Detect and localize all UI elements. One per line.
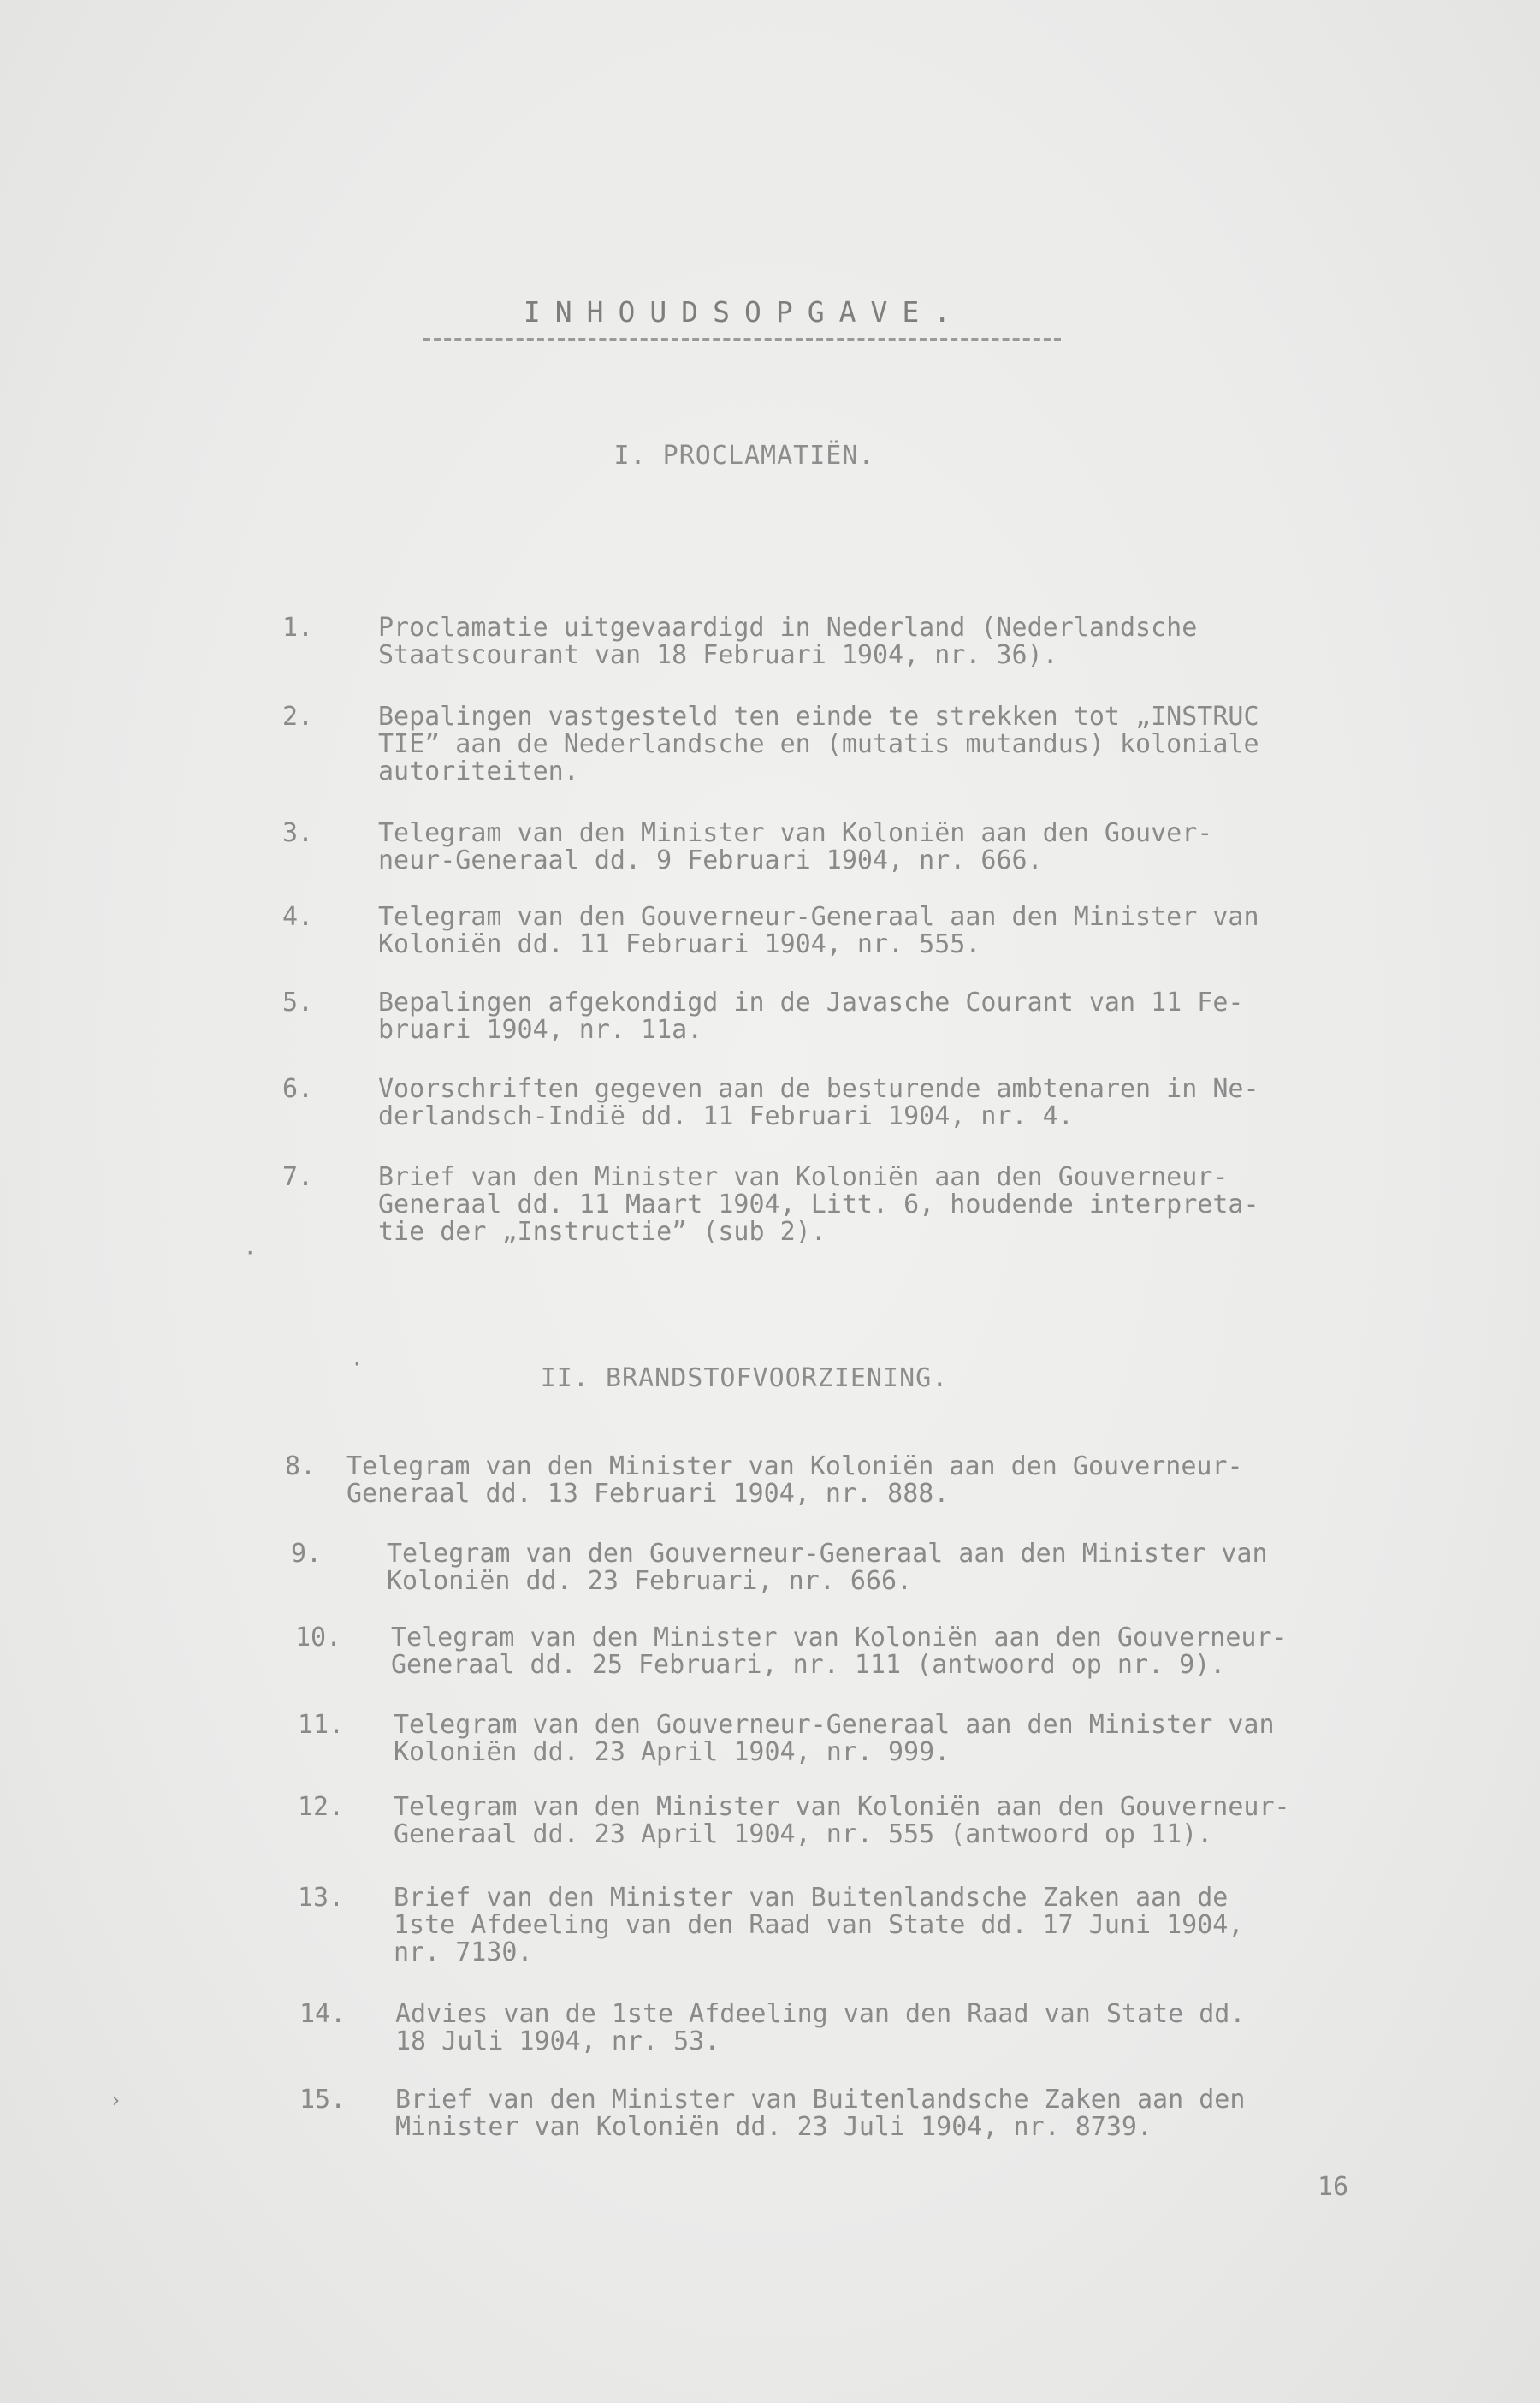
stray-mark: · — [351, 1352, 364, 1376]
item-number: 2. — [282, 702, 314, 732]
item-text: Brief van den Minister van Buitenlandsche Zaken aan den Minister van Koloniën dd. 23 Juli 1904, nr. 8739. — [395, 2085, 1246, 2142]
item-number: 15. — [299, 2085, 346, 2115]
item-number: 10. — [295, 1623, 342, 1652]
item-number: 4. — [282, 902, 314, 932]
item-text: Telegram van den Gouverneur-Generaal aan den Minister van Koloniën dd. 23 Februari, nr. 666. — [387, 1539, 1268, 1596]
item-text: Brief van den Minister van Koloniën aan den Gouverneur- Generaal dd. 11 Maart 1904, Litt. 6, houdende interpreta- tie der „Instructie” (sub 2). — [378, 1162, 1259, 1247]
item-text: Telegram van den Minister van Koloniën aan den Gouverneur- Generaal dd. 13 Februari 1904, nr. 888. — [346, 1451, 1243, 1509]
item-text: Telegram van den Gouverneur-Generaal aan den Minister van Koloniën dd. 23 April 1904, nr. 999. — [394, 1710, 1275, 1767]
item-number: 14. — [299, 1999, 346, 2029]
item-number: 12. — [298, 1792, 345, 1822]
item-text: Voorschriften gegeven aan de besturende ambtenaren in Ne- derlandsch-Indië dd. 11 Februari 1904, nr. 4. — [378, 1074, 1259, 1131]
item-text: Bepalingen afgekondigd in de Javasche Courant van 11 Fe- bruari 1904, nr. 11a. — [378, 988, 1244, 1045]
item-number: 5. — [282, 988, 314, 1018]
item-number: 3. — [282, 818, 314, 848]
item-text: Telegram van den Gouverneur-Generaal aan den Minister van Koloniën dd. 11 Februari 1904, nr. 555. — [378, 902, 1259, 959]
stray-mark: › — [110, 2088, 122, 2112]
document-title: INHOUDSOPGAVE. — [523, 295, 966, 329]
item-number: 9. — [291, 1539, 323, 1569]
title-underline — [424, 338, 1061, 341]
page-number: 16 — [1318, 2172, 1349, 2202]
stray-mark: · — [244, 1241, 257, 1265]
item-text: Proclamatie uitgevaardigd in Nederland (Nederlandsche Staatscourant van 18 Februari 1904, nr. 36). — [378, 613, 1198, 670]
item-text: Telegram van den Minister van Koloniën aan den Gouverneur- Generaal dd. 25 Februari, nr. 111 (antwoord op nr. 9). — [391, 1623, 1288, 1680]
item-text: Bepalingen vastgesteld ten einde te strekken tot „INSTRUC TIE” aan de Nederlandsche en (mutatis mutandus) koloniale autoriteiten. — [378, 702, 1259, 786]
item-text: Telegram van den Minister van Koloniën aan den Gouverneur- Generaal dd. 23 April 1904, nr. 555 (antwoord op 11). — [394, 1792, 1290, 1849]
item-number: 7. — [282, 1162, 314, 1192]
item-number: 8. — [285, 1451, 317, 1481]
section-heading-brandstofvoorziening: II. BRANDSTOFVOORZIENING. — [540, 1363, 949, 1393]
item-text: Advies van de 1ste Afdeeling van den Raad van State dd. 18 Juli 1904, nr. 53. — [395, 1999, 1246, 2056]
item-number: 6. — [282, 1074, 314, 1104]
item-text: Telegram van den Minister van Koloniën aan den Gouver- neur-Generaal dd. 9 Februari 1904, nr. 666. — [378, 818, 1213, 875]
section-heading-proclamatien: I. PROCLAMATIËN. — [613, 441, 875, 471]
item-number: 13. — [298, 1883, 345, 1913]
item-text: Brief van den Minister van Buitenlandsche Zaken aan de 1ste Afdeeling van den Raad van State dd. 17 Juni 1904, nr. 7130. — [394, 1883, 1244, 1967]
item-number: 11. — [298, 1710, 345, 1740]
item-number: 1. — [282, 613, 314, 643]
